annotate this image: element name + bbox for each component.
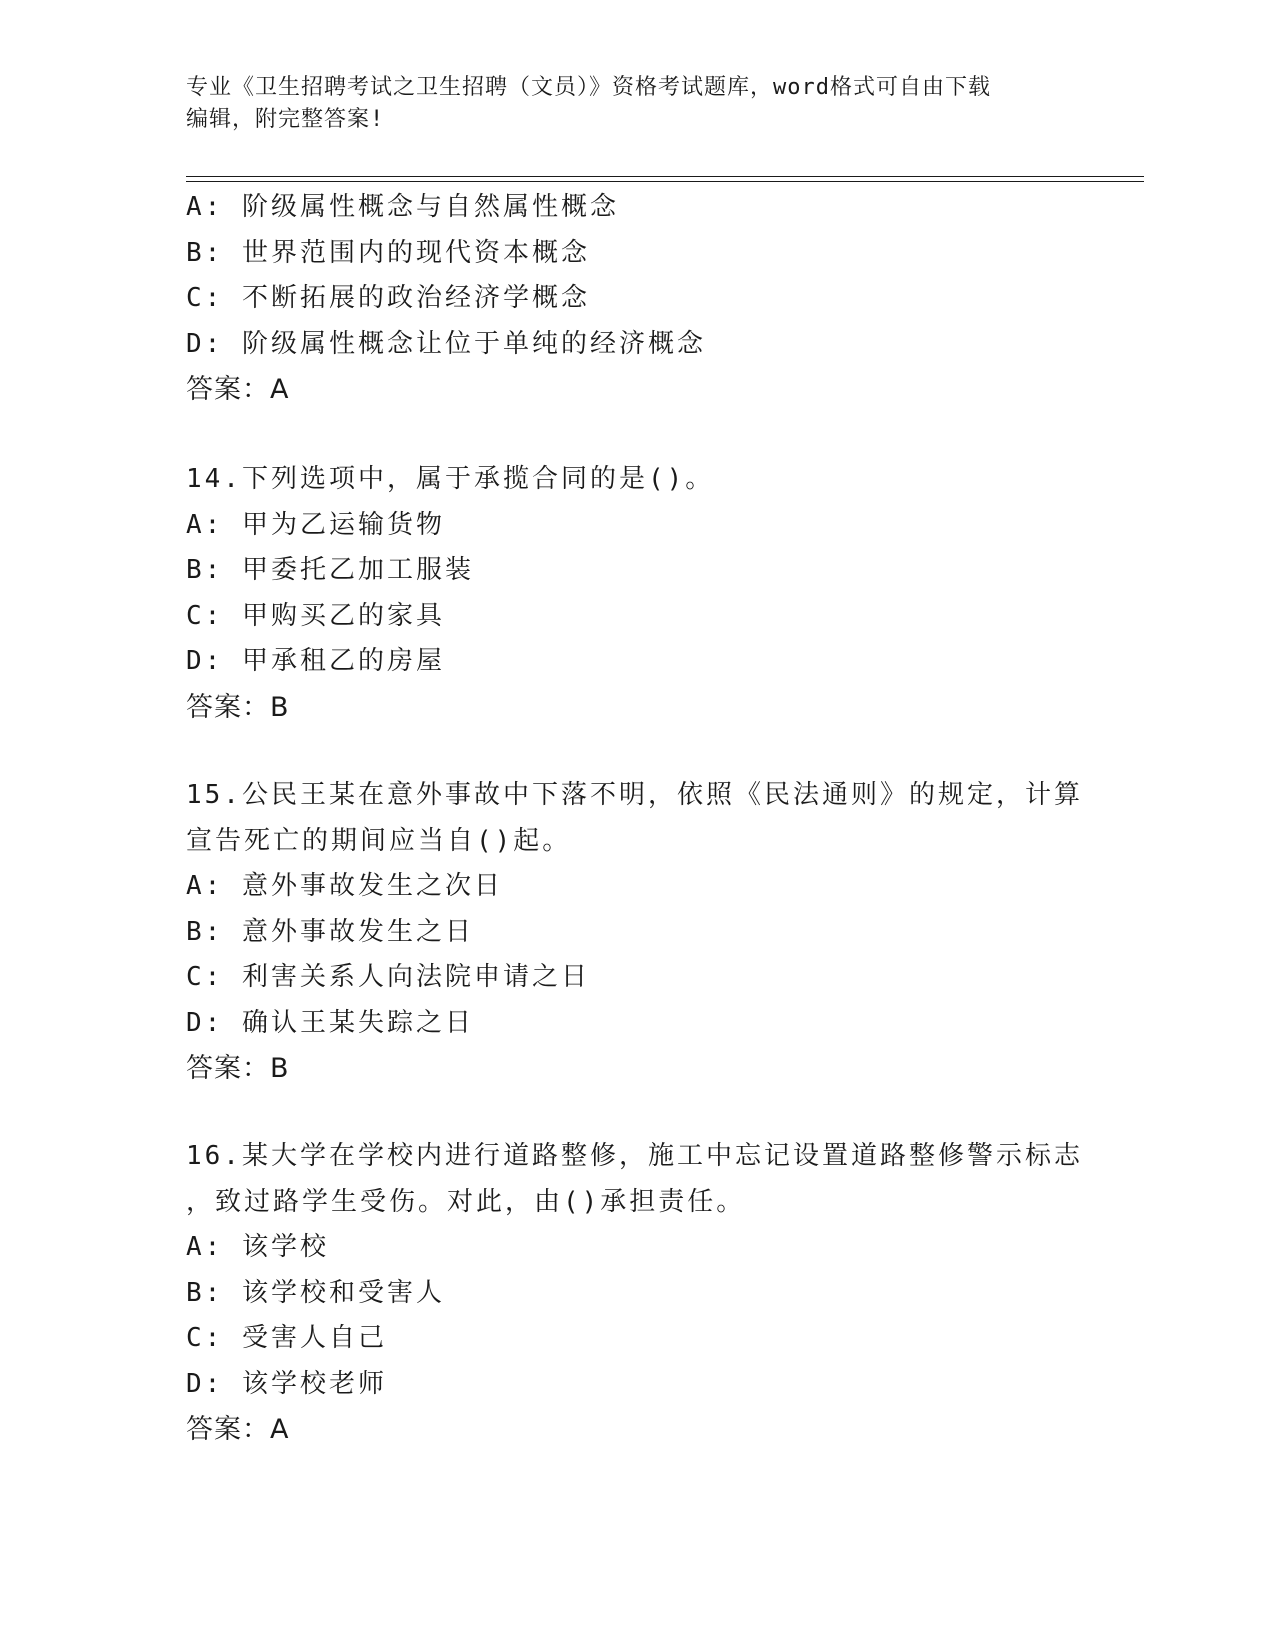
option-d: D: 该学校老师 [186,1368,387,1399]
answer: 答案：A [186,1414,290,1445]
option-a: A: 该学校 [186,1232,329,1262]
header-line-2: 编辑，附完整答案! [186,107,385,132]
answer: 答案：A [186,374,290,405]
header-divider-bottom [186,181,1144,182]
option-c: C: 利害关系人向法院申请之日 [186,962,590,992]
option-a: A: 阶级属性概念与自然属性概念 [186,192,619,222]
question-16 [186,1134,1086,1453]
option-b: B: 意外事故发生之日 [186,916,474,947]
question-stem-line-2: 宣告死亡的期间应当自()起。 [186,825,572,856]
option-c: C: 不断拓展的政治经济学概念 [186,283,590,313]
question-stem-line-2: ，致过路学生受伤。对此，由()承担责任。 [186,1186,746,1217]
question-13 [186,185,1086,413]
option-d: D: 甲承租乙的房屋 [186,646,445,676]
option-b: B: 世界范围内的现代资本概念 [186,237,590,268]
answer: 答案：B [186,691,290,723]
option-d: D: 确认王某失踪之日 [186,1007,474,1038]
answer: 答案：B [186,1053,290,1084]
option-b: B: 该学校和受害人 [186,1277,445,1308]
question-stem-line-1: 15.公民王某在意外事故中下落不明，依照《民法通则》的规定，计算 [186,780,1083,810]
document-header [186,72,1066,136]
question-14 [186,457,1086,730]
option-d: D: 阶级属性概念让位于单纯的经济概念 [186,328,706,359]
header-line-1: 专业《卫生招聘考试之卫生招聘（文员）》资格考试题库，word格式可自由下载 [186,75,991,100]
option-a: A: 甲为乙运输货物 [186,509,445,540]
option-a: A: 意外事故发生之次日 [186,871,503,901]
question-stem: 14.下列选项中，属于承揽合同的是()。 [186,464,715,494]
option-c: C: 受害人自己 [186,1323,387,1353]
option-b: B: 甲委托乙加工服装 [186,555,474,585]
option-c: C: 甲购买乙的家具 [186,600,445,631]
question-15 [186,773,1086,1092]
header-divider-top [186,176,1144,177]
question-stem-line-1: 16.某大学在学校内进行道路整修，施工中忘记设置道路整修警示标志 [186,1141,1083,1171]
